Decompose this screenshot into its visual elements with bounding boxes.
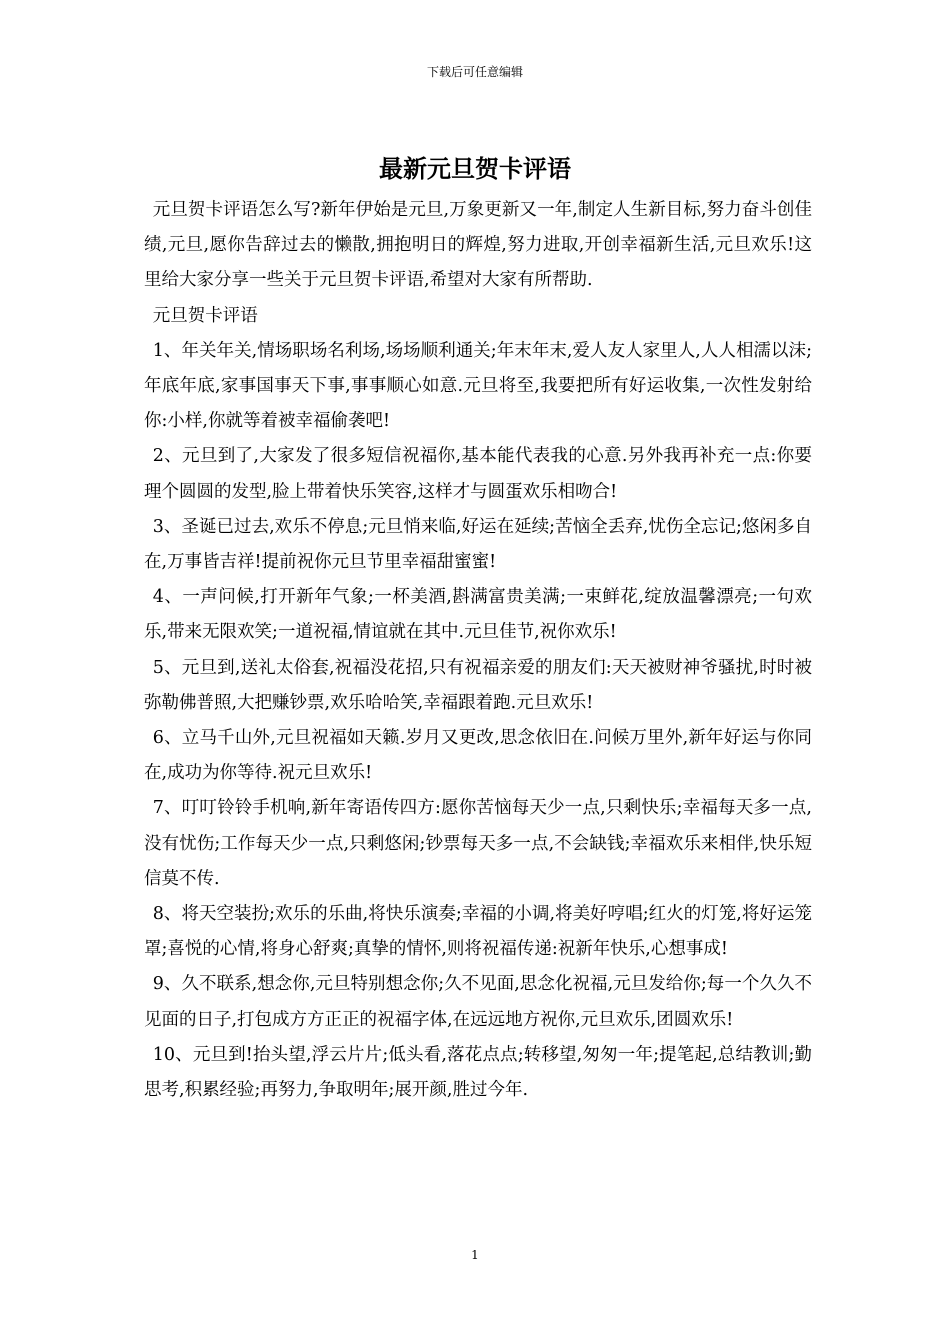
list-item: 2、元旦到了,大家发了很多短信祝福你,基本能代表我的心意.另外我再补充一点:你要理个圆圆的发型,脸上带着快乐笑容,这样才与圆蛋欢乐相吻合! bbox=[144, 446, 812, 502]
list-item: 4、一声问候,打开新年气象;一杯美酒,斟满富贵美满;一束鲜花,绽放温馨漂亮;一句欢乐,带来无限欢笑;一道祝福,情谊就在其中.元旦佳节,祝你欢乐! bbox=[144, 587, 812, 643]
list-item: 7、叮叮铃铃手机响,新年寄语传四方:愿你苦恼每天少一点,只剩快乐;幸福每天多一点,没有忧伤;工作每天少一点,只剩悠闲;钞票每天多一点,不会缺钱;幸福欢乐来相伴,快乐短信莫不传. bbox=[144, 798, 812, 889]
list-item: 3、圣诞已过去,欢乐不停息;元旦悄来临,好运在延续;苦恼全丢弃,忧伤全忘记;悠闲多自在,万事皆吉祥!提前祝你元旦节里幸福甜蜜蜜! bbox=[144, 516, 812, 573]
document-body bbox=[144, 193, 812, 1108]
list-item: 10、元旦到!抬头望,浮云片片;低头看,落花点点;转移望,匆匆一年;提笔起,总结教训;勤思考,积累经验;再努力,争取明年;展开颜,胜过今年. bbox=[144, 1044, 812, 1101]
list-item: 9、久不联系,想念你,元旦特别想念你;久不见面,思念化祝福,元旦发给你;每一个久久不见面的日子,打包成方方正正的祝福字体,在远远地方祝你,元旦欢乐,团圆欢乐! bbox=[144, 974, 812, 1030]
list-item: 5、元旦到,送礼太俗套,祝福没花招,只有祝福亲爱的朋友们:天天被财神爷骚扰,时时被弥勒佛普照,大把赚钞票,欢乐哈哈笑,幸福跟着跑.元旦欢乐! bbox=[144, 657, 812, 713]
list-item: 1、年关年关,情场职场名利场,场场顺利通关;年末年末,爱人友人家里人,人人相濡以沫;年底年底,家事国事天下事,事事顺心如意.元旦将至,我要把所有好运收集,一次性发射给你:小样,你就等着被幸福偷袭吧! bbox=[144, 340, 812, 432]
intro-paragraph: 元旦贺卡评语怎么写?新年伊始是元旦,万象更新又一年,制定人生新目标,努力奋斗创佳绩,元旦,愿你告辞过去的懒散,拥抱明日的辉煌,努力进取,开创幸福新生活,元旦欢乐!这里给大家分享一些关于元旦贺卡评语,希望对大家有所帮助. bbox=[144, 200, 813, 291]
list-item: 6、立马千山外,元旦祝福如天籁.岁月又更改,思念依旧在.问候万里外,新年好运与你同在,成功为你等待.祝元旦欢乐! bbox=[144, 728, 812, 784]
section-heading: 元旦贺卡评语 bbox=[152, 305, 258, 326]
list-item: 8、将天空装扮;欢乐的乐曲,将快乐演奏;幸福的小调,将美好哼唱;红火的灯笼,将好运笼罩;喜悦的心情,将身心舒爽;真挚的情怀,则将祝福传递:祝新年快乐,心想事成! bbox=[144, 904, 812, 960]
header-note: 下载后可任意编辑 bbox=[426, 65, 523, 79]
page-number: 1 bbox=[471, 1248, 479, 1262]
document-title: 最新元旦贺卡评语 bbox=[379, 154, 571, 183]
